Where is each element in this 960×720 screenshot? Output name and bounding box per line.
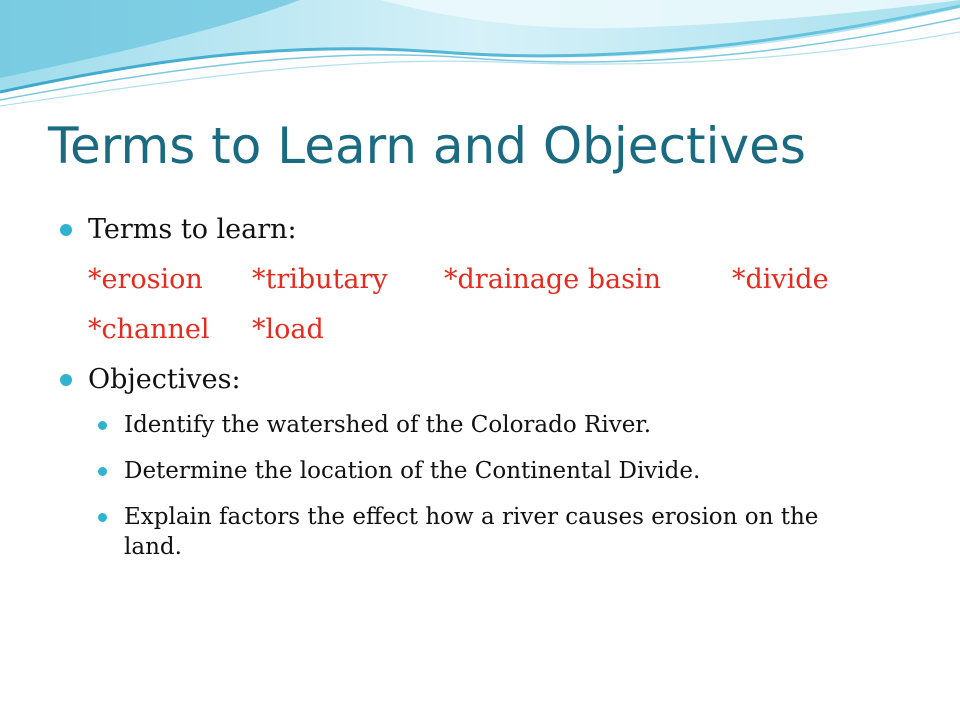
objective-text: Explain factors the effect how a river causes erosion on the land.	[124, 504, 819, 560]
bullet-icon	[98, 513, 107, 522]
objectives-heading: Objectives:	[88, 364, 241, 395]
objective-text: Determine the location of the Continental Divide.	[124, 458, 701, 484]
bullet-icon	[60, 224, 72, 236]
objective-item	[98, 456, 854, 486]
objective-item	[98, 410, 854, 440]
terms-row-1	[60, 260, 920, 300]
slide-body	[60, 210, 920, 578]
term-erosion: *erosion	[88, 264, 203, 295]
term-channel: *channel	[88, 314, 210, 345]
term-tributary: *tributary	[252, 264, 388, 295]
terms-heading: Terms to learn:	[88, 214, 297, 245]
terms-heading-item	[60, 210, 920, 250]
term-divide: *divide	[732, 264, 829, 295]
bullet-icon	[60, 374, 72, 386]
header-wave-decoration	[0, 0, 960, 110]
objective-text: Identify the watershed of the Colorado River.	[124, 412, 652, 438]
term-drainage-basin: *drainage basin	[444, 264, 662, 295]
slide-title: Terms to Learn and Objectives	[48, 117, 806, 175]
objective-item	[98, 502, 854, 562]
term-load: *load	[252, 314, 324, 345]
objectives-heading-item	[60, 360, 920, 400]
bullet-icon	[98, 467, 107, 476]
terms-row-2	[60, 310, 920, 350]
bullet-icon	[98, 421, 107, 430]
